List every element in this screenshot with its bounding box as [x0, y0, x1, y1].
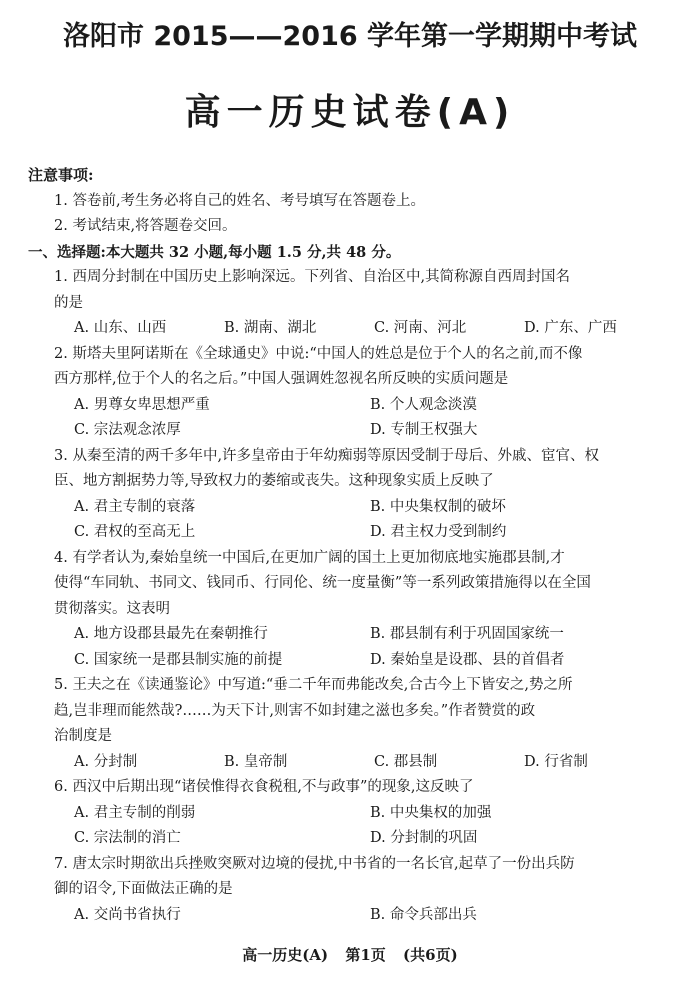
option-d: D. 行省制	[524, 753, 588, 770]
option-b: B. 皇帝制	[224, 753, 288, 770]
option-a: A. 分封制	[74, 753, 138, 770]
option-a: A. 交尚书省执行	[74, 906, 181, 923]
notice-item: 2. 考试结束,将答题卷交回。	[54, 218, 237, 234]
option-a: A. 君主专制的衰落	[74, 498, 196, 515]
option-b: B. 命令兵部出兵	[370, 906, 477, 923]
question-3	[28, 444, 674, 546]
footer-total-pages: (共6页)	[403, 946, 458, 964]
option-d: D. 专制王权强大	[370, 422, 478, 438]
question-7	[28, 852, 674, 929]
option-b: B. 个人观念淡漠	[370, 396, 477, 413]
section-heading: 一、选择题:本大题共 32 小题,每小题 1.5 分,共 48 分。	[28, 243, 401, 261]
options-row	[54, 903, 674, 929]
question-6	[28, 775, 674, 852]
notice-item: 1. 答卷前,考生务必将自己的姓名、考号填写在答题卷上。	[54, 192, 426, 209]
option-d: D. 君主权力受到制约	[370, 524, 507, 540]
options-row	[54, 826, 674, 852]
question-stem-line: 7. 唐太宗时期欲出兵挫败突厥对边境的侵扰,中书省的一名长官,起草了一份出兵防	[54, 855, 575, 872]
options-row	[54, 495, 674, 521]
option-c: C. 郡县制	[374, 753, 438, 770]
question-stem-line: 治制度是	[54, 728, 112, 744]
option-c: C. 宗法观念浓厚	[74, 422, 181, 438]
exam-header-title: 洛阳市 2015——2016 学年第一学期期中考试	[62, 21, 638, 52]
options-row	[54, 418, 674, 444]
option-a: A. 山东、山西	[74, 320, 167, 336]
option-c: C. 国家统一是郡县制实施的前提	[74, 651, 283, 668]
question-stem-line: 趋,岂非理而能然哉?……为天下计,则害不如封建之滋也多矣。”作者赞赏的政	[54, 702, 536, 719]
question-stem-line: 使得“车同轨、书同文、钱同币、行同伦、统一度量衡”等一系列政策措施得以在全国	[54, 575, 591, 591]
question-stem-line: 贯彻落实。这表明	[54, 600, 170, 617]
option-d: D. 分封制的巩固	[370, 830, 478, 846]
footer-subject: 高一历史(A)	[242, 946, 329, 964]
option-a: A. 君主专制的削弱	[74, 804, 196, 821]
question-stem-line: 西方那样,位于个人的名之后。”中国人强调姓忽视名所反映的实质问题是	[54, 371, 509, 387]
options-row	[54, 750, 674, 776]
option-d: D. 广东、广西	[524, 320, 617, 336]
question-stem-line: 2. 斯塔夫里阿诺斯在《全球通史》中说:“中国人的姓总是位于个人的名之前,而不像	[54, 345, 583, 362]
options-row	[54, 648, 674, 674]
option-a: A. 地方设郡县最先在秦朝推行	[74, 626, 268, 642]
option-c: C. 宗法制的消亡	[74, 830, 181, 846]
question-stem-line: 3. 从秦至清的两千多年中,许多皇帝由于年幼痴弱等原因受制于母后、外戚、宦官、权	[54, 447, 600, 464]
question-stem-line: 6. 西汉中后期出现“诸侯惟得衣食税租,不与政事”的现象,这反映了	[54, 779, 474, 795]
options-row	[54, 393, 674, 419]
option-b: B. 郡县制有利于巩固国家统一	[370, 626, 564, 642]
notice-heading: 注意事项:	[28, 166, 94, 184]
question-stem-line: 5. 王夫之在《读通鉴论》中写道:“垂二千年而弗能改矣,合古今上下皆安之,势之所	[54, 677, 573, 693]
exam-body	[28, 163, 674, 928]
option-c: C. 君权的至高无上	[74, 524, 196, 540]
options-row	[54, 316, 674, 342]
question-stem-line: 臣、地方割据势力等,导致权力的萎缩或丧失。这种现象实质上反映了	[54, 473, 494, 489]
question-stem-line: 御的诏令,下面做法正确的是	[54, 881, 233, 897]
footer-page-number: 第1页	[345, 946, 386, 964]
options-row	[54, 622, 674, 648]
options-row	[54, 520, 674, 546]
question-stem-line: 4. 有学者认为,秦始皇统一中国后,在更加广阔的国土上更加彻底地实施郡县制,才	[54, 549, 565, 566]
question-stem-line: 1. 西周分封制在中国历史上影响深远。下列省、自治区中,其简称源自西周封国名	[54, 269, 571, 285]
exam-subtitle: 高一历史试卷(A)	[184, 92, 516, 133]
question-1	[28, 265, 674, 342]
page-footer	[0, 944, 700, 965]
question-2	[28, 342, 674, 444]
option-b: B. 湖南、湖北	[224, 320, 317, 336]
option-a: A. 男尊女卑思想严重	[74, 396, 210, 413]
question-4	[28, 546, 674, 674]
options-row	[54, 801, 674, 827]
option-d: D. 秦始皇是设郡、县的首倡者	[370, 651, 565, 668]
option-b: B. 中央集权的加强	[370, 804, 492, 821]
option-c: C. 河南、河北	[374, 320, 467, 336]
option-b: B. 中央集权制的破坏	[370, 498, 506, 515]
question-5	[28, 673, 674, 775]
question-stem-line: 的是	[54, 294, 83, 311]
